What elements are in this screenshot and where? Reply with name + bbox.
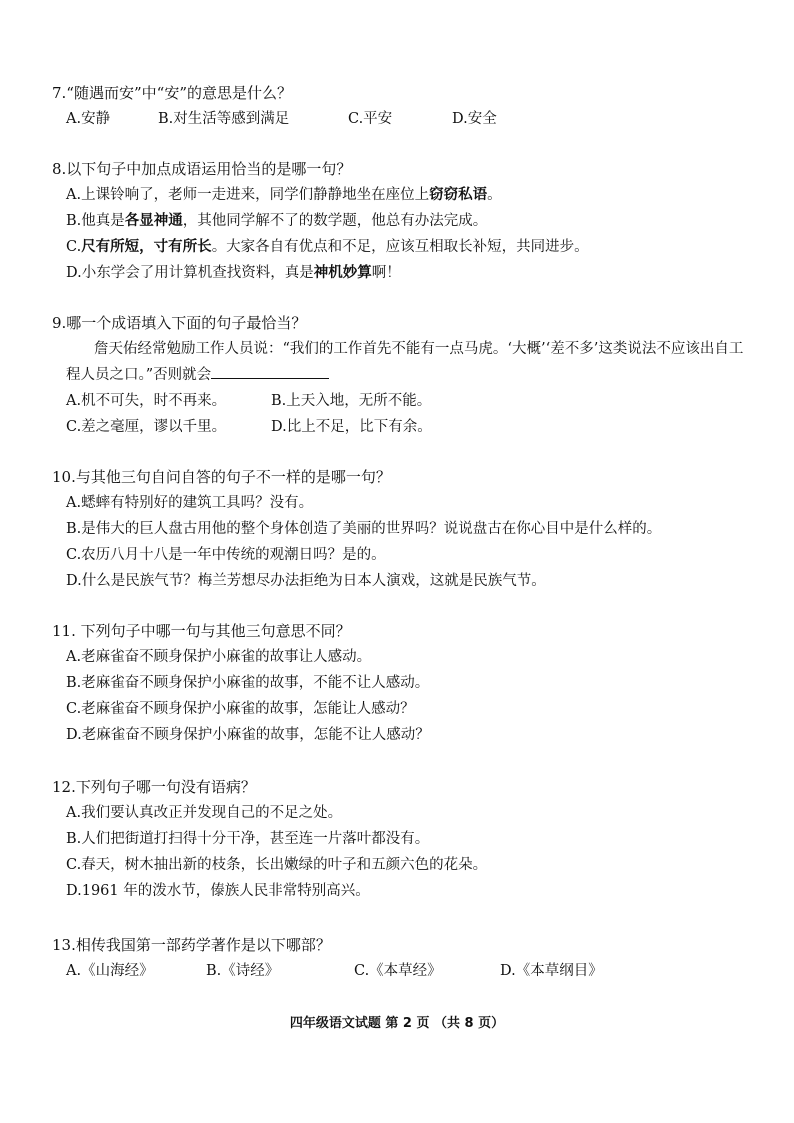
option-b: B.他真是各显神通，其他同学解不了的数学题，他总有办法完成。 [66,212,488,229]
question-9-options-row-1 [52,388,752,414]
option-a: A.安静 [66,111,111,127]
option-d: D.比上不足，比下有余。 [271,419,432,435]
dotted-idiom: 窃窃私语 [429,186,488,203]
option-c: C.农历八月十八是一年中传统的观潮日吗？是的。 [66,547,386,563]
option-d: D.小东学会了用计算机查找资料，真是神机妙算啊！ [66,264,401,281]
option-a: A.蟋蟀有特别好的建筑工具吗？没有。 [66,495,314,511]
question-11-stem: 11. 下列句子中哪一句与其他三句意思不同？ [52,622,351,640]
option-a: A.我们要认真改正并发现自己的不足之处。 [66,805,343,821]
option-b: B.上天入地，无所不能。 [271,393,432,409]
option-b: B.《诗经》 [206,963,280,979]
question-13-options [52,958,752,984]
option-d: D.老麻雀奋不顾身保护小麻雀的故事，怎能不让人感动？ [66,727,430,743]
question-11 [52,618,752,748]
question-7 [52,80,752,132]
question-7-options [52,106,752,132]
question-9-passage: 詹天佑经常勉励工作人员说：“我们的工作首先不能有一点马虎。‘大概’‘差不多’这类说法不应该出自工程人员之口。”否则就会 [66,341,744,383]
question-9 [52,310,752,440]
question-9-options-row-2 [52,414,752,440]
option-c: C.《本草经》 [354,963,442,979]
option-b: B.对生活等感到满足 [158,111,290,127]
question-10-stem: 10.与其他三句自问自答的句子不一样的是哪一句？ [52,468,391,486]
question-8 [52,156,752,286]
option-b: B.老麻雀奋不顾身保护小麻雀的故事，不能不让人感动。 [66,675,430,691]
dotted-idiom: 神机妙算 [313,264,372,281]
option-d: D.什么是民族气节？梅兰芳想尽办法拒绝为日本人演戏，这就是民族气节。 [66,573,546,589]
option-c: C.平安 [348,111,393,127]
page-footer: 四年级语文试题 第 2 页 （共 8 页） [289,1016,505,1031]
option-a: A.机不可失，时不再来。 [66,393,227,409]
option-d: D.1961 年的泼水节，傣族人民非常特别高兴。 [66,883,370,899]
question-10 [52,464,752,594]
option-a: A.上课铃响了，老师一走进来，同学们静静地坐在座位上窃窃私语。 [66,186,502,203]
option-b: B.人们把街道打扫得十分干净，甚至连一片落叶都没有。 [66,831,430,847]
option-c: C.尺有所短，寸有所长。大家各自有优点和不足，应该互相取长补短，共同进步。 [66,238,589,255]
option-c: C.春天，树木抽出新的枝条，长出嫩绿的叶子和五颜六色的花朵。 [66,857,488,873]
option-c: C.差之毫厘，谬以千里。 [66,419,227,435]
dotted-idiom: 尺有所短，寸有所长 [81,238,212,255]
question-13 [52,932,752,984]
question-8-stem: 8.以下句子中加点成语运用恰当的是哪一句？ [52,160,352,178]
option-a: A.《山海经》 [66,963,154,979]
question-13-stem: 13.相传我国第一部药学著作是以下哪部？ [52,936,331,954]
option-d: D.安全 [452,111,497,127]
option-b: B.是伟大的巨人盘古用他的整个身体创造了美丽的世界吗？说说盘古在你心目中是什么样的。 [66,521,662,537]
question-12-stem: 12.下列句子哪一句没有语病？ [52,778,256,796]
question-12 [52,774,752,904]
answer-blank[interactable] [211,364,329,379]
question-9-stem: 9.哪一个成语填入下面的句子最恰当？ [52,314,307,332]
dotted-idiom: 各显神通 [124,212,183,229]
question-7-stem: 7.“随遇而安”中“安”的意思是什么？ [52,84,292,102]
option-d: D.《本草纲目》 [500,963,603,979]
option-c: C.老麻雀奋不顾身保护小麻雀的故事，怎能让人感动？ [66,701,415,717]
option-a: A.老麻雀奋不顾身保护小麻雀的故事让人感动。 [66,649,372,665]
